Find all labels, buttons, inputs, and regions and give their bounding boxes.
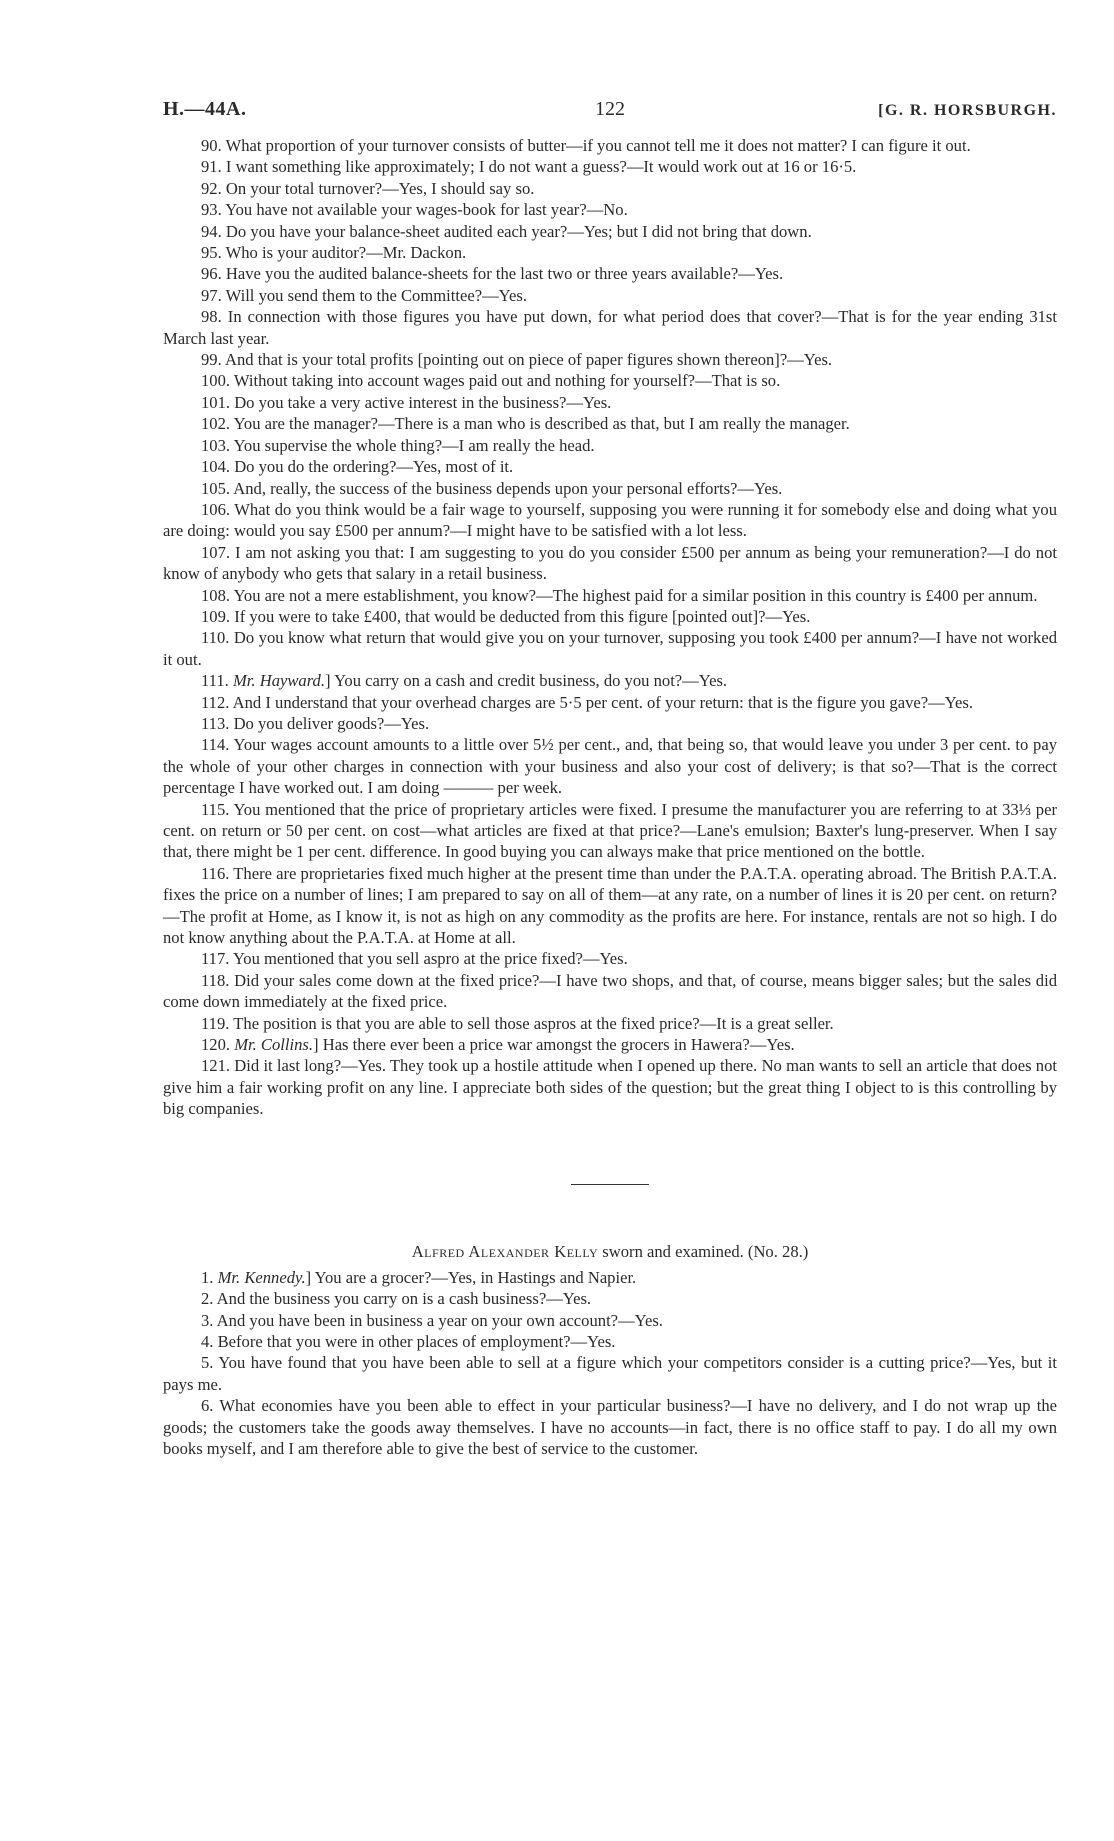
paragraph-text: 99. And that is your total profits [pointing out on piece of paper figures shown thereon]?—Yes. <box>201 350 833 370</box>
paragraph-text: 107. I am not asking you that: I am suggesting to you do you consider £500 per annum as being your remuneration?—I do not know of anybody who gets that salary in a retail business. <box>163 542 1057 584</box>
paragraph-text: 98. In connection with those figures you have put down, for what period does that cover?—That is for the year ending 31st March last year. <box>163 307 1057 348</box>
question-answer-paragraph <box>163 863 1057 949</box>
witness-heading <box>163 1241 1057 1263</box>
page-header <box>163 98 1057 121</box>
paragraph-text: 118. Did your sales come down at the fixed price?—I have two shops, and that, of course, means bigger sales; but the sales did come down immediately at the fixed price. <box>163 970 1057 1012</box>
paragraph-text: ] You carry on a cash and credit business, do you not?—Yes. <box>325 671 728 691</box>
question-answer-paragraph <box>163 713 1057 734</box>
paragraph-text: 117. You mentioned that you sell aspro at the price fixed?—Yes. <box>201 949 628 969</box>
paragraph-text: 90. What proportion of your turnover consists of butter—if you cannot tell me it does not matter? I can figure it out. <box>201 136 971 155</box>
paragraph-text: 95. Who is your auditor?—Mr. Dackon. <box>201 243 467 263</box>
paragraph-text: 4. Before that you were in other places of employment?—Yes. <box>201 1331 616 1351</box>
question-answer-paragraph <box>163 435 1057 456</box>
report-reference: H.—44A. <box>163 98 247 120</box>
paragraph-text: 92. On your total turnover?—Yes, I should say so. <box>201 178 535 198</box>
question-number: 1. <box>201 1267 218 1287</box>
question-answer-paragraph <box>163 349 1057 370</box>
witness-name: Alfred Alexander Kelly <box>411 1241 599 1261</box>
paragraph-text: 119. The position is that you are able to sell those aspros at the fixed price?—It is a great seller. <box>201 1013 834 1033</box>
page-number: 122 <box>595 98 625 120</box>
question-answer-paragraph <box>163 799 1057 863</box>
witness-heading-rest: sworn and examined. (No. 28.) <box>598 1241 809 1261</box>
section-divider <box>571 1184 649 1185</box>
question-answer-paragraph <box>163 606 1057 627</box>
paragraph-text: 102. You are the manager?—There is a man who is described as that, but I am really the manager. <box>201 414 850 434</box>
question-number: 111. <box>201 671 233 691</box>
paragraph-text: 100. Without taking into account wages paid out and nothing for yourself?—That is so. <box>201 371 781 391</box>
evidence-section-horsburgh <box>163 135 1057 1120</box>
witness-running-head: [G. R. HORSBURGH. <box>878 102 1057 119</box>
paragraph-text: 6. What economies have you been able to effect in your particular business?—I have no delivery, and I do not wrap up the goods; the customers take the goods away themselves. I have no accounts—in fact, there is no office staff to pay. I do all my own books myself, and I am therefore able to give the best of service to the customer. <box>163 1396 1057 1458</box>
paragraph-text: 121. Did it last long?—Yes. They took up a hostile attitude when I opened up there. No man wants to sell an article that does not give him a fair working profit on any line. I appreciate both sides of the question; but the great thing I object to is this controlling by big companies. <box>163 1056 1057 1119</box>
question-answer-paragraph <box>163 135 1057 156</box>
question-answer-paragraph <box>163 499 1057 542</box>
paragraph-text: ] Has there ever been a price war amongst the grocers in Hawera?—Yes. <box>313 1035 795 1055</box>
question-answer-paragraph <box>163 1395 1057 1459</box>
paragraph-text: 103. You supervise the whole thing?—I am really the head. <box>201 435 595 455</box>
question-answer-paragraph <box>163 1034 1057 1055</box>
paragraph-text: 2. And the business you carry on is a cash business?—Yes. <box>201 1289 592 1309</box>
document-page <box>163 98 1057 1459</box>
question-answer-paragraph <box>163 285 1057 306</box>
question-answer-paragraph <box>163 585 1057 606</box>
question-answer-paragraph <box>163 1288 1057 1309</box>
question-answer-paragraph <box>163 370 1057 391</box>
paragraph-text: 101. Do you take a very active interest in the business?—Yes. <box>201 392 612 412</box>
question-answer-paragraph <box>163 1331 1057 1352</box>
paragraph-text: 3. And you have been in business a year on your own account?—Yes. <box>201 1310 663 1330</box>
question-answer-paragraph <box>163 199 1057 220</box>
question-answer-paragraph <box>163 456 1057 477</box>
paragraph-text: 115. You mentioned that the price of proprietary articles were fixed. I presume the manufacturer you are referring to at 33⅓ per cent. on return or 50 per cent. on cost—what articles are fixed at that price?—Lane's emulsion; Baxter's lung-preserver. When I say that, there might be 1 per cent. difference. In good buying you can always make that price mentioned on the bottle. <box>163 799 1057 862</box>
paragraph-text: 116. There are proprietaries fixed much higher at the present time than under the P.A.T.A. operating abroad. The British P.A.T.A. fixes the price on a number of lines; I am prepared to say on all of them—at any rate, on a number of lines it is 20 per cent. on return?—The profit at Home, as I know it, is not as high on any commodity as the profits are here. For instance, rentals are not so high. I do not know anything about the P.A.T.A. at Home at all. <box>163 863 1057 948</box>
question-number: 120. <box>201 1035 235 1055</box>
question-answer-paragraph <box>163 1352 1057 1395</box>
question-answer-paragraph <box>163 542 1057 585</box>
paragraph-text: 96. Have you the audited balance-sheets for the last two or three years available?—Yes. <box>201 264 784 284</box>
paragraph-text: 112. And I understand that your overhead charges are 5·5 per cent. of your return: that is the figure you gave?—Yes. <box>201 692 973 712</box>
paragraph-text: 113. Do you deliver goods?—Yes. <box>201 713 430 733</box>
question-answer-paragraph <box>163 413 1057 434</box>
question-answer-paragraph <box>163 263 1057 284</box>
paragraph-text: 93. You have not available your wages-book for last year?—No. <box>201 200 628 220</box>
question-answer-paragraph <box>163 221 1057 242</box>
paragraph-text: 114. Your wages account amounts to a little over 5½ per cent., and, that being so, that would leave you under 3 per cent. to pay the whole of your other charges in connection with your business and also your cost of delivery; is that so?—That is the correct percentage I have worked out. I am doing ——— per week. <box>163 735 1057 798</box>
question-answer-paragraph <box>163 970 1057 1013</box>
questioner-name: Mr. Kennedy. <box>217 1267 306 1287</box>
question-answer-paragraph <box>163 692 1057 713</box>
paragraph-text: 106. What do you think would be a fair wage to yourself, supposing you were running it for somebody else and doing what you are doing: would you say £500 per annum?—I might have to be satisfied with a lot less. <box>163 499 1057 541</box>
question-answer-paragraph <box>163 242 1057 263</box>
paragraph-text: 110. Do you know what return that would give you on your turnover, supposing you took £400 per annum?—I have not worked it out. <box>163 628 1057 669</box>
question-answer-paragraph <box>163 734 1057 798</box>
question-answer-paragraph <box>163 1055 1057 1119</box>
questioner-name: Mr. Hayward. <box>232 671 326 691</box>
question-answer-paragraph <box>163 1013 1057 1034</box>
question-answer-paragraph <box>163 156 1057 177</box>
paragraph-text: 97. Will you send them to the Committee?—Yes. <box>201 285 527 305</box>
paragraph-text: 94. Do you have your balance-sheet audited each year?—Yes; but I did not bring that down. <box>201 221 812 241</box>
question-answer-paragraph <box>163 948 1057 969</box>
paragraph-text: 5. You have found that you have been able to sell at a figure which your competitors consider is a cutting price?—Yes, but it pays me. <box>163 1353 1057 1394</box>
questioner-name: Mr. Collins. <box>234 1035 314 1055</box>
paragraph-text: 91. I want something like approximately; I do not want a guess?—It would work out at 16 or 16·5. <box>201 157 857 177</box>
question-answer-paragraph <box>163 1267 1057 1288</box>
paragraph-text: 105. And, really, the success of the business depends upon your personal efforts?—Yes. <box>201 478 783 498</box>
question-answer-paragraph <box>163 178 1057 199</box>
paragraph-text: 108. You are not a mere establishment, you know?—The highest paid for a similar position in this country is £400 per annum. <box>201 585 1038 605</box>
question-answer-paragraph <box>163 392 1057 413</box>
evidence-section-kelly <box>163 1267 1057 1460</box>
paragraph-text: ] You are a grocer?—Yes, in Hastings and Napier. <box>305 1267 637 1287</box>
question-answer-paragraph <box>163 1310 1057 1331</box>
paragraph-text: 109. If you were to take £400, that would be deducted from this figure [pointed out]?—Yes. <box>201 606 811 626</box>
question-answer-paragraph <box>163 627 1057 670</box>
question-answer-paragraph <box>163 670 1057 691</box>
question-answer-paragraph <box>163 478 1057 499</box>
paragraph-text: 104. Do you do the ordering?—Yes, most of it. <box>201 457 514 477</box>
question-answer-paragraph <box>163 306 1057 349</box>
